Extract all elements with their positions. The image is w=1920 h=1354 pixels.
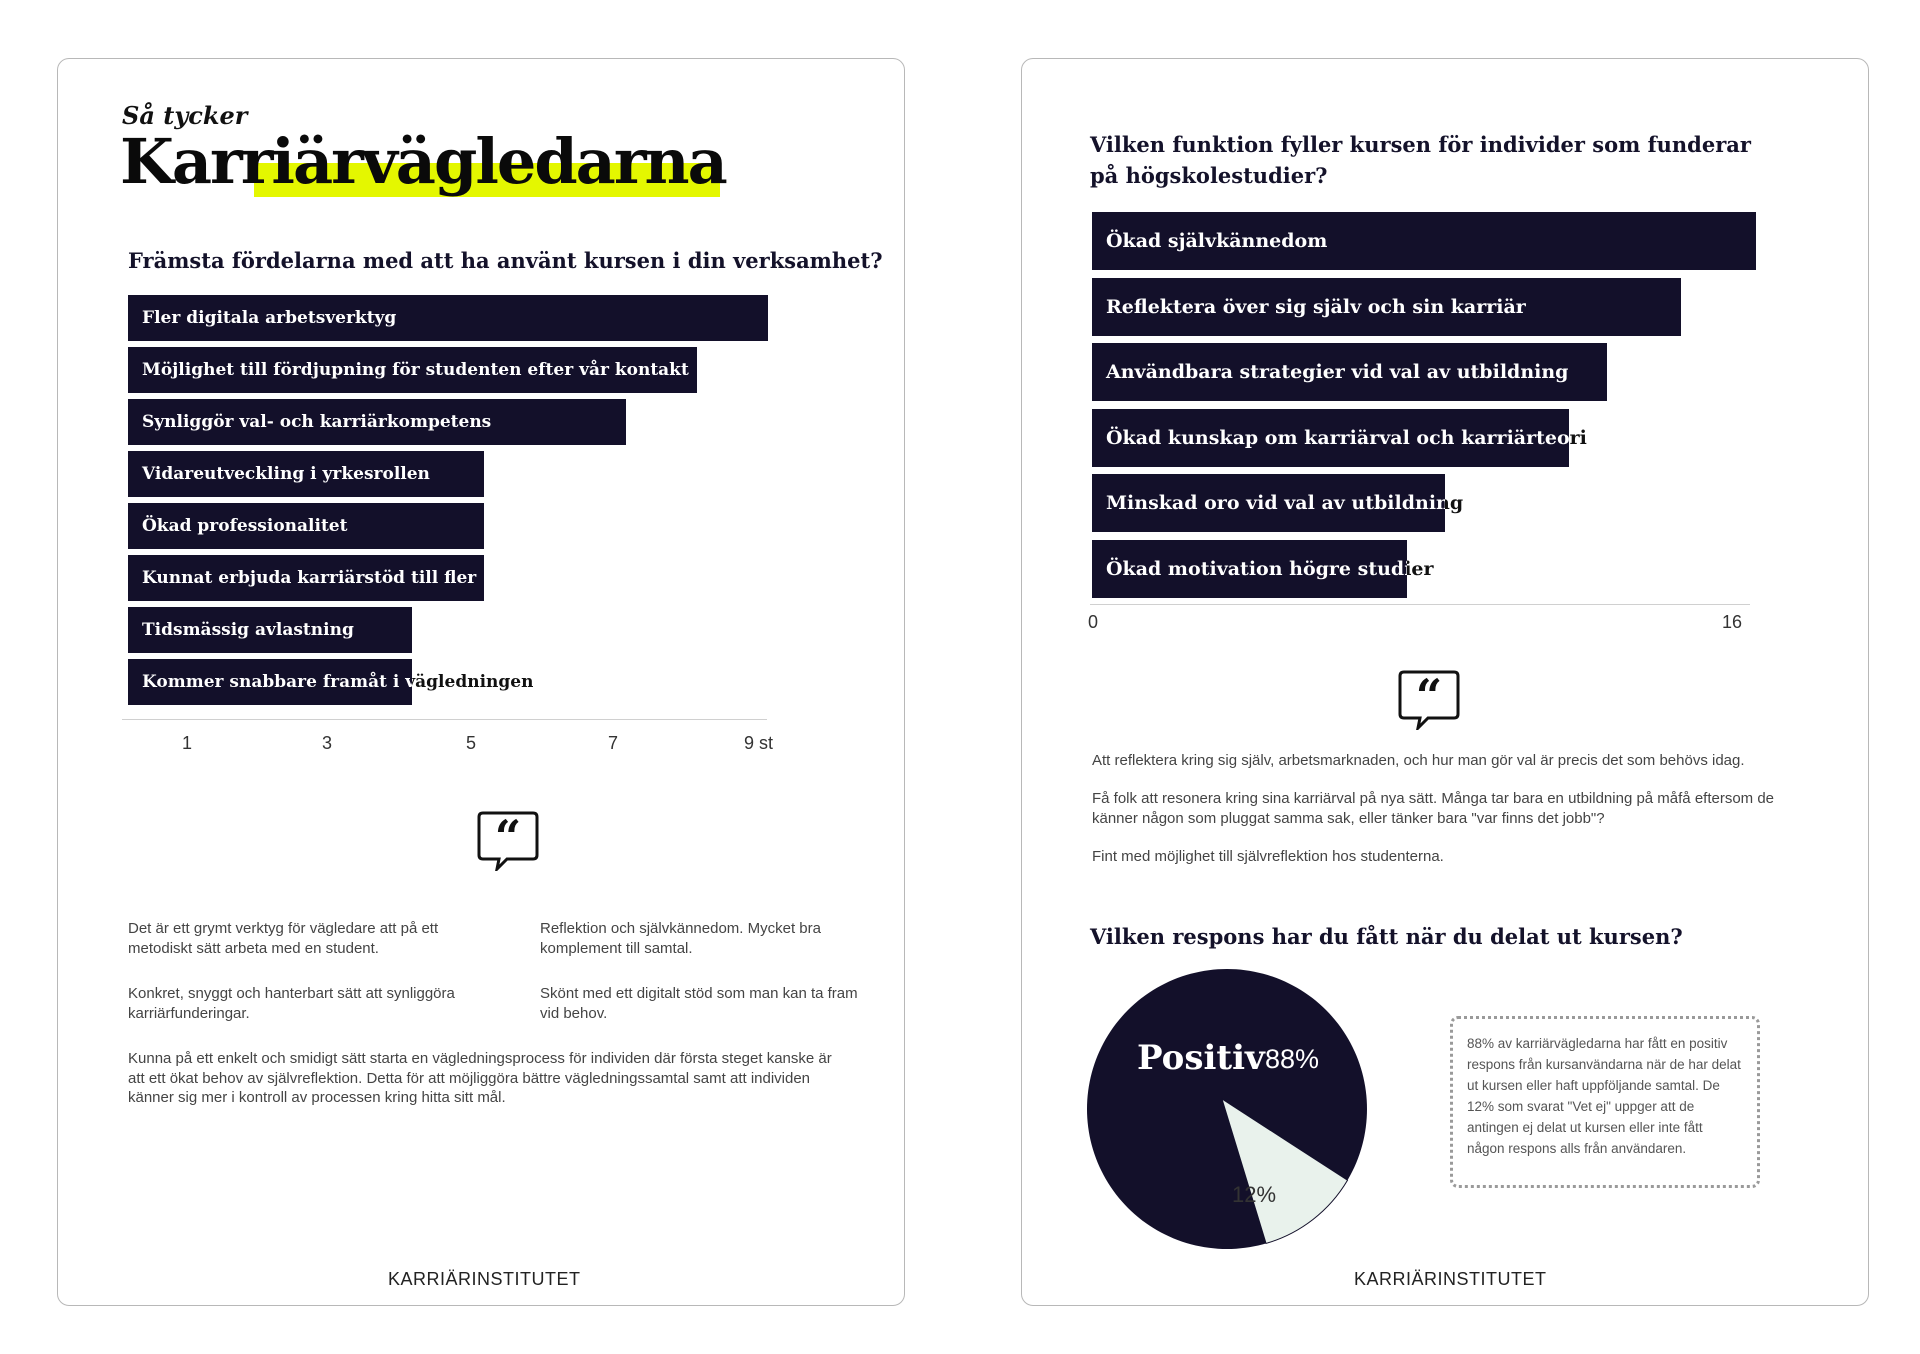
left-bar-label-2: Synliggör val- och karriärkompetens — [142, 412, 492, 432]
left-tick-3: 7 — [608, 733, 619, 753]
left-bar-label-3: Vidareutveckling i yrkesrollen — [142, 464, 430, 484]
x-axis-line — [1090, 604, 1750, 605]
right-page — [1021, 58, 1869, 1306]
left-tick-4: 9 st — [744, 733, 774, 753]
right-bar-label-1: Reflektera över sig själv och sin karriär — [1106, 295, 1526, 318]
quote-text-3: Konkret, snyggt och hanterbart sätt att synliggöra karriärfunderingar. — [128, 985, 455, 1022]
left-bar-label-5: Kunnat erbjuda karriärstöd till fler — [142, 568, 477, 588]
quote-text-1: Det är ett grymt verktyg för vägledare att på ett metodiskt sätt arbeta med en student. — [128, 920, 439, 957]
page-subtitle: Så tycker — [122, 101, 248, 130]
footer-brand: KARRIÄRINSTITUTET — [388, 1269, 581, 1289]
left-page — [57, 58, 905, 1306]
pie-label-positiv: Positiv — [1137, 1038, 1265, 1078]
x-axis-line — [122, 719, 767, 720]
quote-text-4: Skönt med ett digitalt stöd som man kan ta fram vid behov. — [540, 985, 858, 1022]
quote-text-5: Kunna på ett enkelt och smidigt sätt starta en vägledningsprocess för individen där första steget kanske är att ett ökat behov av självreflektion. Detta för att möjliggöra bättre vägledningssamtal samt att individen känner sig mer i kontroll av processen kring hitta sitt mål. — [128, 1050, 832, 1106]
quote-text-2: Reflektion och självkännedom. Mycket bra komplement till samtal. — [540, 920, 821, 957]
info-text: 88% av karriärvägledarna har fått en positiv respons från kursanvändarna när de har delat ut kursen eller haft uppföljande samtal. De 12% som svarat "Vet ej" uppger att de antingen ej delat ut kursen eller inte fått någon respons alls från användaren. — [1467, 1036, 1741, 1156]
pie-value-other: 12% — [1232, 1182, 1277, 1207]
right-tick-1: 16 — [1722, 612, 1743, 632]
page-title: Karriärvägledarna — [120, 125, 726, 198]
left-bar-label-6: Tidsmässig avlastning — [142, 620, 354, 640]
chart-question: Vilken funktion fyller kursen för individer som funderar på högskolestudier? — [1090, 132, 1751, 188]
left-bar-label-1: Möjlighet till fördjupning för studenten efter vår kontakt — [142, 360, 689, 380]
svg-text:“: “ — [494, 810, 522, 864]
right-bar-label-3: Ökad kunskap om karriärval och karriärteori — [1106, 409, 1587, 467]
footer-brand: KARRIÄRINSTITUTET — [1354, 1269, 1547, 1289]
quote-icon — [477, 809, 539, 876]
right-bar-label-4: Minskad oro vid val av utbildning — [1106, 474, 1463, 532]
pie-value-positiv: 88% — [1265, 1044, 1320, 1074]
pie-question: Vilken respons har du fått när du delat ut kursen? — [1090, 924, 1683, 949]
right-bar-label-2: Användbara strategier vid val av utbildning — [1106, 361, 1569, 383]
left-tick-2: 5 — [466, 733, 477, 753]
right-bar-label-5: Ökad motivation högre studier — [1106, 540, 1434, 598]
left-bar-label-0: Fler digitala arbetsverktyg — [142, 308, 397, 328]
info-box — [1450, 1016, 1760, 1188]
quote-text-3: Fint med möjlighet till självreflektion hos studenterna. — [1092, 848, 1444, 865]
quote-text-1: Att reflektera kring sig själv, arbetsmarknaden, och hur man gör val är precis det som behövs idag. — [1092, 752, 1745, 769]
quote-icon — [1398, 668, 1460, 735]
right-tick-0: 0 — [1088, 612, 1099, 632]
right-bar-label-0: Ökad självkännedom — [1106, 230, 1328, 252]
svg-text:“: “ — [1415, 669, 1443, 723]
left-tick-1: 3 — [322, 733, 333, 753]
response-pie-chart — [1082, 964, 1372, 1254]
quote-text-2: Få folk att resonera kring sina karriärval på nya sätt. Många tar bara en utbildning på måfå eftersom de känner någon som pluggat samma sak, eller tänker bara "var finns det jobb"? — [1092, 790, 1775, 827]
left-tick-0: 1 — [182, 733, 193, 753]
left-bar-label-4: Ökad professionalitet — [142, 516, 348, 536]
left-bar-label-7: Kommer snabbare framåt i vägledningen — [142, 659, 533, 705]
chart-question: Främsta fördelarna med att ha använt kursen i din verksamhet? — [128, 248, 883, 273]
